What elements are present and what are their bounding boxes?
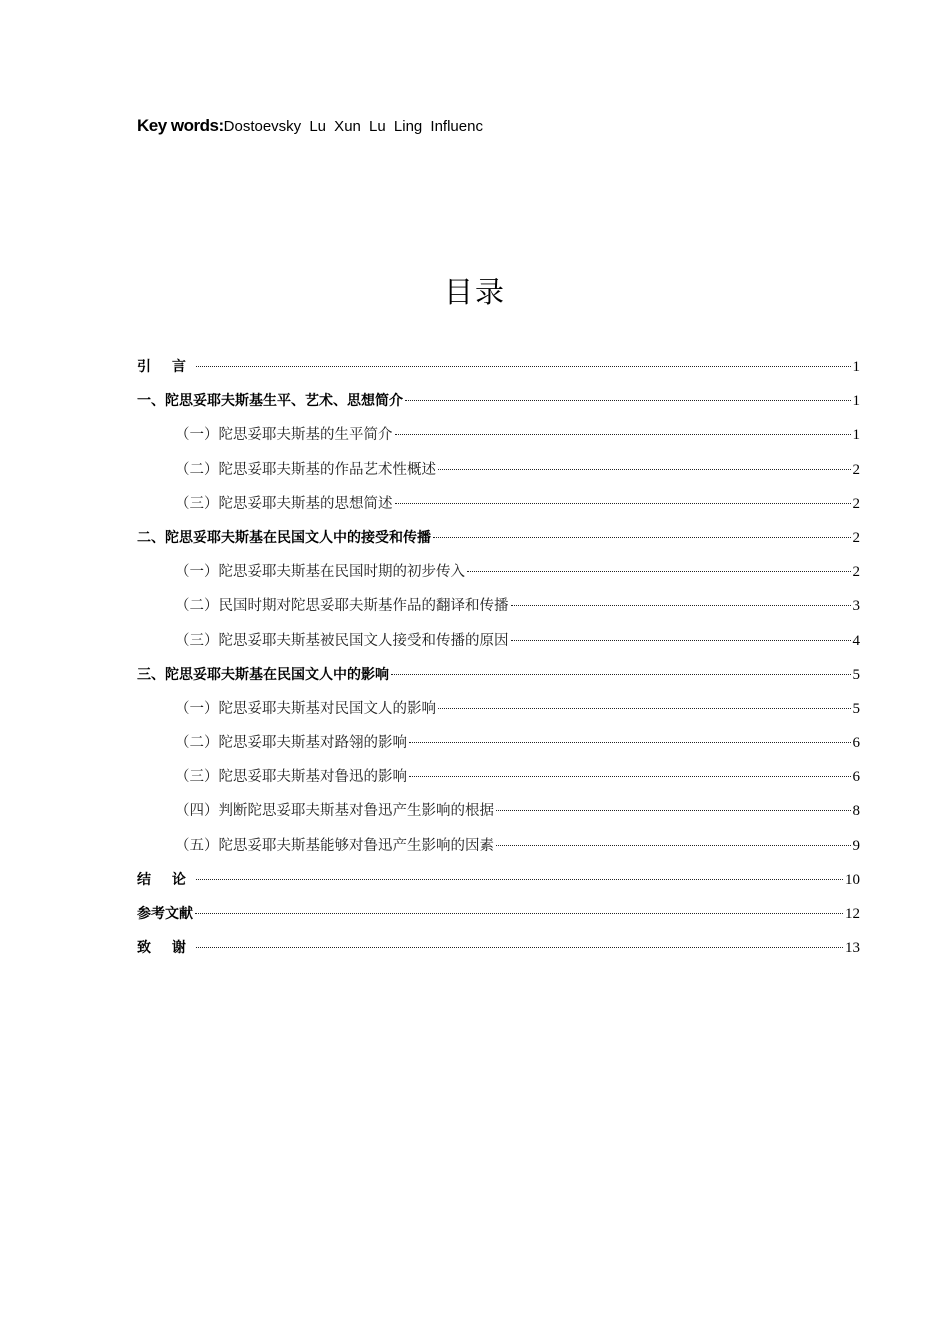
- toc-entry-page: 2: [852, 529, 860, 546]
- toc-title: 目录: [443, 275, 506, 309]
- toc-entry-page: 2: [852, 495, 860, 512]
- toc-entry-page: 6: [852, 769, 860, 786]
- toc-dot-leader: [433, 537, 851, 538]
- toc-entry-page: 8: [852, 803, 860, 820]
- toc-entry-text: 一、陀思妥耶夫斯基生平、艺术、思想简介: [137, 393, 403, 410]
- toc-entry-page: 10: [845, 871, 860, 888]
- toc-entry-references[interactable]: [137, 899, 860, 933]
- toc-entry-section-3-2[interactable]: [137, 728, 860, 762]
- toc-entry-text: 二、陀思妥耶夫斯基在民国文人中的接受和传播: [137, 529, 431, 546]
- toc-dot-leader: [391, 674, 851, 675]
- toc-dot-leader: [511, 640, 851, 641]
- toc-dot-leader: [405, 400, 851, 401]
- toc-entry-section-3-4[interactable]: [137, 796, 860, 830]
- toc-dot-leader: [196, 879, 843, 880]
- toc-dot-leader: [511, 605, 851, 606]
- toc-entry-page: 13: [845, 940, 860, 957]
- toc-dot-leader: [467, 571, 851, 572]
- toc-entry-page: 6: [852, 735, 860, 752]
- toc-entry-page: 1: [852, 427, 860, 444]
- table-of-contents: [137, 352, 860, 967]
- toc-entry-text: （一）陀思妥耶夫斯基的生平简介: [175, 427, 393, 444]
- toc-dot-leader: [395, 503, 851, 504]
- toc-entry-chapter-3[interactable]: [137, 660, 860, 694]
- toc-entry-text: （一）陀思妥耶夫斯基对民国文人的影响: [175, 700, 436, 717]
- toc-dot-leader: [195, 913, 843, 914]
- toc-entry-chapter-2[interactable]: [137, 523, 860, 557]
- toc-entry-text: 引 言: [137, 359, 194, 375]
- toc-entry-text: （二）陀思妥耶夫斯基的作品艺术性概述: [175, 461, 436, 478]
- keywords-terms: Dostoevsky Lu Xun Lu Ling Influenc: [223, 118, 483, 135]
- toc-entry-page: 2: [852, 461, 860, 478]
- toc-entry-conclusion[interactable]: [137, 865, 860, 899]
- toc-entry-section-3-5[interactable]: [137, 831, 860, 865]
- toc-dot-leader: [438, 708, 851, 709]
- toc-entry-text: （三）陀思妥耶夫斯基对鲁迅的影响: [175, 769, 407, 786]
- toc-entry-text: （二）陀思妥耶夫斯基对路翎的影响: [175, 735, 407, 752]
- toc-entry-text: （一）陀思妥耶夫斯基在民国时期的初步传入: [175, 564, 465, 581]
- toc-entry-section-2-3[interactable]: [137, 626, 860, 660]
- toc-entry-page: 1: [852, 359, 860, 375]
- toc-dot-leader: [196, 947, 843, 948]
- toc-entry-section-1-2[interactable]: [137, 455, 860, 489]
- keywords-line: [137, 116, 483, 136]
- toc-entry-chapter-1[interactable]: [137, 386, 860, 420]
- toc-entry-text: 致 谢: [137, 940, 194, 957]
- toc-dot-leader: [496, 810, 851, 811]
- toc-dot-leader: [438, 469, 851, 470]
- toc-entry-text: （二）民国时期对陀思妥耶夫斯基作品的翻译和传播: [175, 598, 509, 615]
- toc-entry-section-3-3[interactable]: [137, 762, 860, 796]
- toc-entry-section-1-1[interactable]: [137, 420, 860, 454]
- toc-entry-section-3-1[interactable]: [137, 694, 860, 728]
- toc-entry-page: 9: [852, 837, 860, 854]
- toc-entry-acknowledgements[interactable]: [137, 933, 860, 967]
- toc-dot-leader: [409, 776, 851, 777]
- toc-entry-text: 参考文献: [137, 906, 193, 922]
- toc-dot-leader: [395, 434, 851, 435]
- toc-entry-section-1-3[interactable]: [137, 489, 860, 523]
- toc-dot-leader: [409, 742, 851, 743]
- keywords-label: Key words:: [137, 116, 224, 135]
- toc-dot-leader: [496, 845, 851, 846]
- toc-entry-page: 5: [852, 666, 860, 683]
- toc-entry-page: 2: [852, 564, 860, 581]
- toc-dot-leader: [196, 366, 851, 367]
- toc-entry-text: （四）判断陀思妥耶夫斯基对鲁迅产生影响的根据: [175, 803, 494, 820]
- toc-entry-page: 12: [845, 906, 860, 922]
- toc-entry-introduction[interactable]: [137, 352, 860, 386]
- toc-entry-page: 1: [852, 393, 860, 410]
- toc-entry-text: （三）陀思妥耶夫斯基被民国文人接受和传播的原因: [175, 632, 509, 649]
- toc-entry-page: 3: [852, 598, 860, 615]
- toc-entry-page: 4: [852, 632, 860, 649]
- toc-entry-section-2-1[interactable]: [137, 557, 860, 591]
- toc-entry-text: （三）陀思妥耶夫斯基的思想简述: [175, 495, 393, 512]
- toc-entry-section-2-2[interactable]: [137, 591, 860, 625]
- toc-entry-page: 5: [852, 700, 860, 717]
- toc-entry-text: 结 论: [137, 871, 194, 888]
- toc-entry-text: 三、陀思妥耶夫斯基在民国文人中的影响: [137, 666, 389, 683]
- toc-entry-text: （五）陀思妥耶夫斯基能够对鲁迅产生影响的因素: [175, 837, 494, 854]
